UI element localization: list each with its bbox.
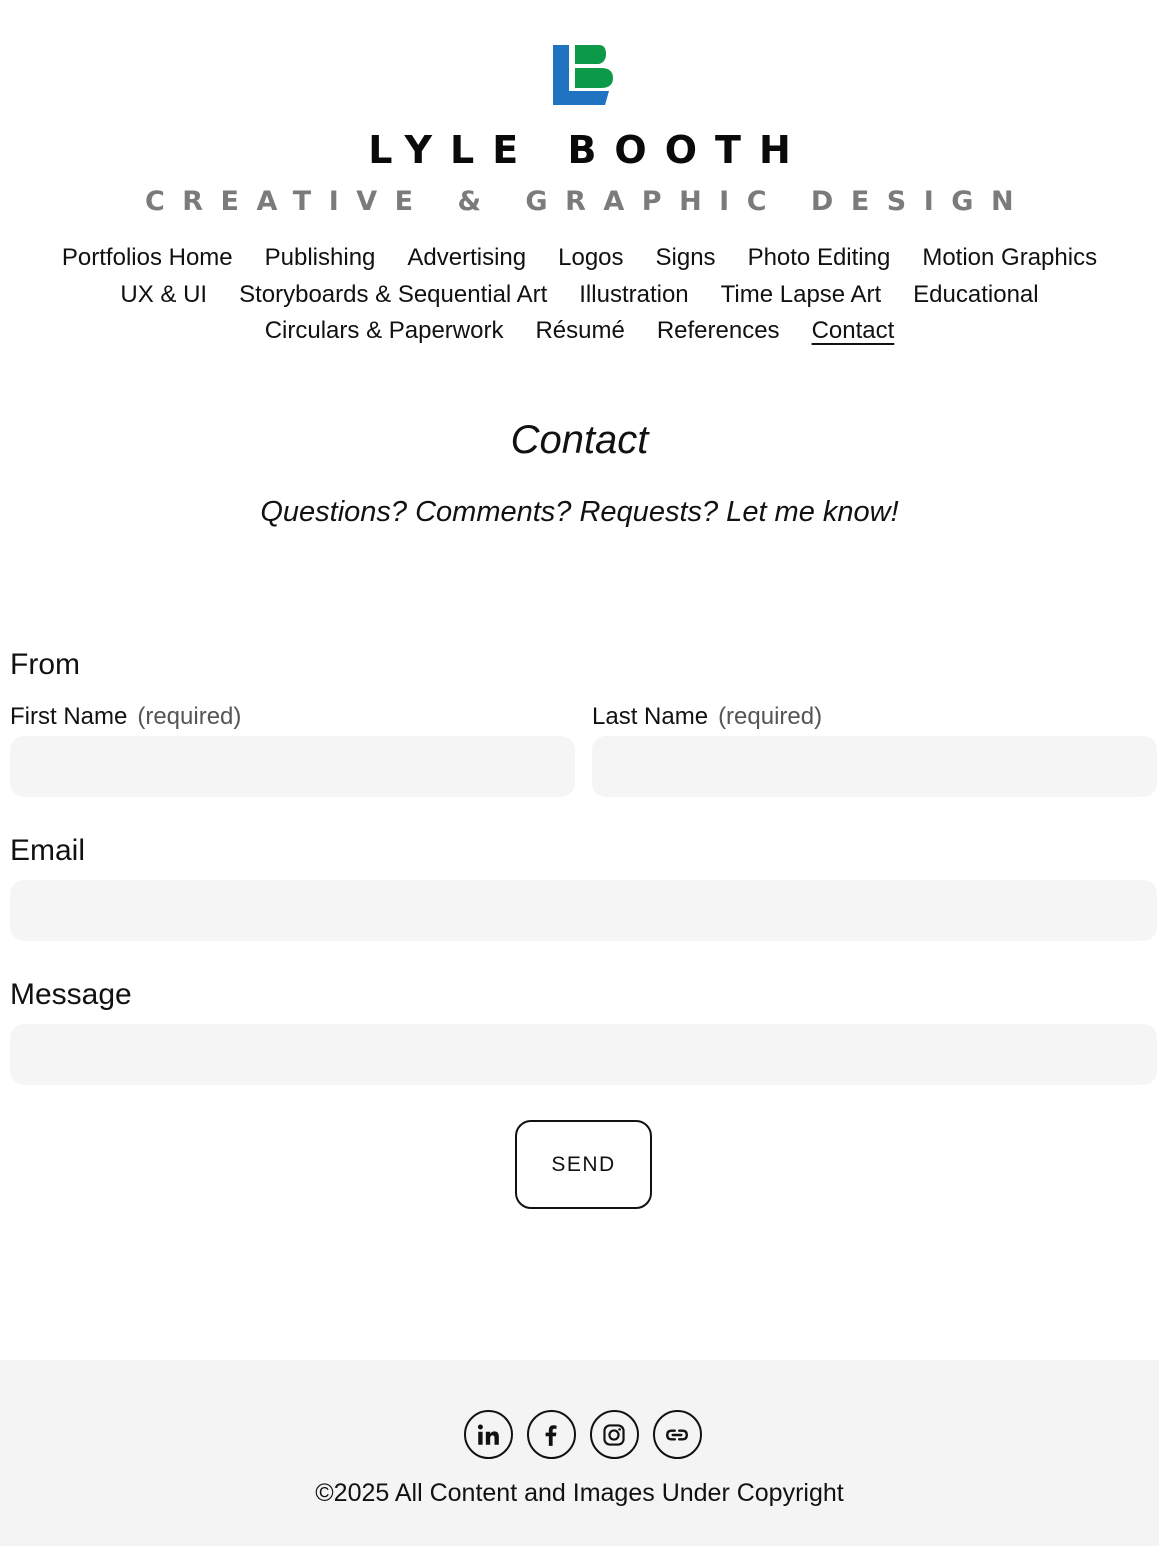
nav-motion-graphics[interactable]: Motion Graphics — [922, 244, 1098, 271]
page-title: Contact — [510, 418, 649, 462]
last-name-input[interactable] — [592, 736, 1157, 797]
email-label: Email — [10, 834, 86, 867]
link-icon[interactable] — [653, 1410, 702, 1459]
nav-references[interactable]: References — [656, 317, 780, 344]
nav-ux-ui[interactable]: UX & UI — [120, 280, 208, 308]
linkedin-icon[interactable] — [464, 1410, 513, 1459]
nav-contact[interactable]: Contact — [811, 317, 895, 344]
main-nav — [30, 240, 1129, 350]
brand-tagline: CREATIVE & GRAPHIC DESIGN — [144, 186, 1032, 217]
message-textarea[interactable] — [10, 1024, 1157, 1085]
nav-advertising[interactable]: Advertising — [407, 244, 527, 271]
from-legend: From — [10, 648, 80, 681]
nav-circulars-paperwork[interactable]: Circulars & Paperwork — [264, 317, 504, 344]
nav-storyboards[interactable]: Storyboards & Sequential Art — [239, 280, 548, 308]
required-marker: (required) — [137, 703, 242, 730]
nav-time-lapse-art[interactable]: Time Lapse Art — [720, 280, 882, 308]
instagram-glyph — [601, 1422, 627, 1448]
instagram-icon[interactable] — [590, 1410, 639, 1459]
required-marker: (required) — [718, 703, 823, 730]
linkedin-glyph — [475, 1422, 501, 1448]
first-name-input[interactable] — [10, 736, 575, 797]
link-glyph — [664, 1422, 690, 1448]
facebook-glyph — [538, 1422, 564, 1448]
nav-photo-editing[interactable]: Photo Editing — [747, 244, 891, 271]
nav-publishing[interactable]: Publishing — [264, 244, 376, 271]
site-footer — [0, 1360, 1159, 1546]
nav-illustration[interactable]: Illustration — [579, 280, 689, 308]
lb-monogram-icon[interactable] — [553, 45, 613, 105]
first-name-label — [10, 702, 241, 732]
nav-logos[interactable]: Logos — [558, 244, 624, 271]
nav-educational[interactable]: Educational — [913, 280, 1039, 308]
email-input[interactable] — [10, 880, 1157, 941]
nav-signs[interactable]: Signs — [655, 244, 716, 271]
message-label: Message — [10, 978, 132, 1011]
nav-resume[interactable]: Résumé — [535, 317, 625, 344]
first-name-label-text: First Name — [10, 703, 128, 730]
brand-name[interactable]: LYLE BOOTH — [368, 128, 809, 172]
send-button[interactable]: SEND — [515, 1120, 652, 1209]
page-subtitle: Questions? Comments? Requests? Let me know! — [260, 496, 899, 528]
facebook-icon[interactable] — [527, 1410, 576, 1459]
nav-portfolios-home[interactable]: Portfolios Home — [61, 244, 233, 271]
social-links — [0, 1410, 1159, 1459]
last-name-label-text: Last Name — [592, 703, 709, 730]
last-name-label — [592, 702, 822, 732]
copyright-text: ©2025 All Content and Images Under Copyright — [315, 1479, 844, 1507]
